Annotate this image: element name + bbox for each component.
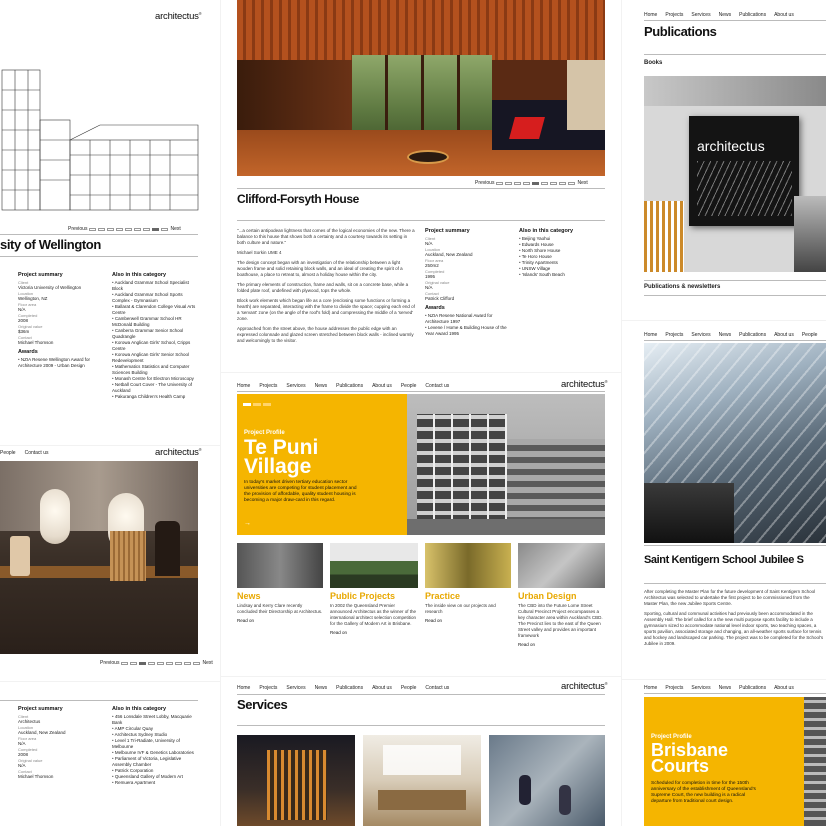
nav-services[interactable]: Services	[286, 383, 306, 389]
category-link[interactable]: • North Shore House	[519, 248, 605, 254]
hero-profile[interactable]: Project Profile Brisbane Courts Scheduled for completion in time for the 150th anniversary of the establishment of Queensland's Supreme Court, the new building is a radical departure from traditional court design.	[644, 697, 804, 826]
category-link[interactable]: • Architectus Sydney Studio	[112, 732, 200, 738]
card-row	[237, 543, 605, 647]
summary-heading: Project summary	[18, 272, 63, 278]
category-link[interactable]: • Beijing Yaohui	[519, 236, 605, 242]
category-link[interactable]: • Camberwell Grammar School HR McDonald Building	[112, 316, 198, 328]
panel-home	[221, 373, 621, 676]
category-link[interactable]: • Patrick Corporation	[112, 768, 200, 774]
hero-photo	[407, 394, 605, 535]
main-nav	[0, 450, 48, 456]
books-photo[interactable]	[644, 76, 826, 272]
panel-project-summary: Project summary Client Architectus Location Auckland, New Zealand Floor area N/A Completed 2008 Original value N/A Contact Michael Thomson Also in this category • 456 Lonsdale Street Lobby, Macquarie Bank • AMP Circular Quay • Architectus Sydney Studio • Level 1 Tri-Radiate, University of Melbourne • Melbourne IVF & Genetics Laboratories • Parliament of Victoria, Legislative Assembly Chamber • Patrick Corporation • Queensland Gallery of Modern Art • Remuera Apartment	[0, 682, 220, 826]
urban-design-photo	[518, 543, 605, 588]
image-pager[interactable]	[68, 226, 181, 232]
category-heading: Also in this category	[112, 272, 167, 278]
category-list	[112, 714, 200, 786]
page-title: Clifford-Forsyth House	[237, 192, 359, 206]
panel-brisbane	[622, 680, 826, 826]
category-link[interactable]: • Auckland Grammar School Specialist Block	[112, 280, 198, 292]
brand-logo[interactable]: architectus®	[561, 379, 608, 391]
category-link[interactable]: • Level 1 Tri-Radiate, University of Melbourne	[112, 738, 200, 750]
awards-list: • NZIA Resene Wellington Award for Architecture 2009 - Urban Design	[18, 357, 104, 369]
main-nav: Home Projects Services News Publications About us People Contact us	[237, 685, 450, 691]
read-on-link[interactable]: Read on	[330, 630, 348, 635]
hero-title-2: Village	[244, 454, 312, 478]
page-title: sity of Wellington	[0, 237, 101, 252]
page-title: Services	[237, 697, 288, 712]
urban-design-card[interactable]: Urban Design The CBD into the Future Lome Street Cultural Precinct Project encompasses a key character area within Auckland's CBD. The Precinct lies to the east of the Queen Street valley and provides an important framework Read on	[518, 543, 605, 647]
category-link[interactable]: • Remuera Apartment	[112, 780, 200, 786]
panel-clifford: Previous Next Clifford-Forsyth House "...a certain antipodean lightness that comes of the logical economies of the new. There a balance to this house that shows both a certainty and a courtesy towards its setting in both culture and nature." Michael Sorkin UME 4 The design concept began with an investigation of the relationship between a light wooden frame and solid retaining block walls, and an ideal of creating the spirit of a boathouse, a place to retreat to, almost a holiday house within the city. The primary elements of construction, frame and walls, sit on a concrete base, while a folded plate roof, undefined with plywood, tops the whole. Block work elements which began life as a core (enclosing some functions or forming a hearth) are separated, interacting with the frame to divide the space; cupping each end of a 'servant' zone (on the angle of the roof's fold) and compressing the middle of a 'served' zone. Approached from the street above, the house addresses the public edge with an expressed colonnade and glazed screen stretched between block walls - inclined warmly and welcomingly to the visitor. Project summary Client N/A Location Auckland, New Zealand Floor area 250m2 Completed 1995 Original value N/A Contact Patrick Clifford Awards • NZIA Resene National Award for Architecture 1997 • Levene / Home & Building House of the Year Award 1995 Also in this category • Beijing Yaohui • Edwards House • North Shore House • Te Horo House • Trinity Apartments • UNSW Village • 'Islands' South Beach	[221, 0, 621, 372]
books-heading: Books	[644, 60, 663, 66]
category-link[interactable]: • Auckland Grammar School Sports Complex - Gymnasium	[112, 292, 198, 304]
image-pager[interactable]: Previous Next	[100, 660, 213, 666]
practice-card[interactable]: Practice The inside view on our projects and research Read on	[425, 543, 511, 647]
pager-next[interactable]: Next	[170, 226, 181, 232]
nav-publications[interactable]: Publications	[336, 383, 364, 389]
panel-office	[0, 446, 220, 681]
category-link[interactable]: • UNSW Village	[519, 266, 605, 272]
arrow-icon[interactable]: →	[244, 520, 251, 527]
hero-profile[interactable]: Project Profile Te Puni Village In today's market driven tertiary education sector universities are competing for student placement and the provision of affordable, quality student housing is becoming a major draw-card in this regard. →	[237, 394, 407, 535]
read-on-link[interactable]: Read on	[237, 618, 255, 623]
nav-contact[interactable]: Contact us	[425, 383, 450, 389]
category-list	[519, 236, 605, 278]
book-cover-title: architectus	[697, 138, 765, 154]
category-link[interactable]: • Edwards House	[519, 242, 605, 248]
office-photo	[0, 461, 198, 654]
panel-wellington: architectus® Previous Next sity of Wellington Project summary Client Victoria University of Wellington Location Wellington, NZ Floor area N/A Completed 2008 Original value $36m Contact Michael Thomson Awards • NZIA Resene Wellington Award for Architecture 2009 - Urban Design Also in this category • Auckland Grammar School Specialist Block • Auckland Grammar School Sports Complex - Gymnasium • Ballarat & Clarendon College Visual Arts Centre • Camberwell Grammar School HR McDonald Building • Canberra Grammar Senior School Quadrangle • Korowa Anglican Girls' School, Cripps Centre • Korowa Anglican Girls' Senior School Redevelopment • Mathematics Statistics and Computer Sciences Building • Monash Centre for Electron Microscopy • Netball Court Cover - The University of Auckland • Pakuranga Children's Health Camp	[0, 0, 220, 445]
category-link[interactable]: • 'Islands' South Beach	[519, 272, 605, 278]
elevation-drawing	[0, 60, 200, 220]
category-link[interactable]: • Te Horo House	[519, 254, 605, 260]
service-photo-2[interactable]	[363, 735, 481, 826]
category-link[interactable]: • Melbourne IVF & Genetics Laboratories	[112, 750, 200, 756]
category-link[interactable]: • Trinity Apartments	[519, 260, 605, 266]
category-link[interactable]: • Korowa Anglican Girls' School, Cripps Centre	[112, 340, 198, 352]
read-on-link[interactable]: Read on	[425, 618, 443, 623]
practice-photo	[425, 543, 511, 588]
pager-prev[interactable]: Previous	[68, 226, 88, 232]
category-link[interactable]: • Queensland Gallery of Modern Art	[112, 774, 200, 780]
nav-contact[interactable]: Contact us	[24, 450, 49, 456]
category-link[interactable]: • Canberra Grammar Senior School Quadrangle	[112, 328, 198, 340]
panel-publications	[622, 0, 826, 320]
page-title: Publications	[644, 24, 717, 39]
category-list	[112, 280, 198, 400]
awards-list: • NZIA Resene National Award for Architecture 1997 • Levene / Home & Building House of the Year Award 1995	[425, 313, 513, 337]
newsletters-heading: Publications & newsletters	[644, 284, 721, 290]
news-card[interactable]: News Lindsay and Kerry Clare recently concluded their Directorship at Architectus. Read on	[237, 543, 323, 647]
read-on-link[interactable]: Read on	[518, 642, 536, 647]
nav-about[interactable]: About us	[372, 383, 392, 389]
brand-logo[interactable]: architectus®	[155, 447, 202, 459]
category-link[interactable]: • Ballarat & Clarendon College Visual Arts Centre	[112, 304, 198, 316]
quote-author: Michael Sorkin UME 4	[237, 250, 282, 255]
service-photo-1[interactable]	[237, 735, 355, 826]
category-link[interactable]: • 456 Lonsdale Street Lobby, Macquarie Bank	[112, 714, 200, 726]
hero-title-1: Te Puni	[244, 436, 319, 459]
brand-logo[interactable]: architectus®	[155, 11, 202, 23]
nav-news[interactable]: News	[314, 383, 328, 389]
service-photo-3[interactable]	[489, 735, 605, 826]
category-link[interactable]: • Netball Court Cover - The University of Auckland	[112, 382, 198, 394]
category-link[interactable]: • Parliament of Victoria, Legislative Assembly Chamber	[112, 756, 200, 768]
main-nav: Home Projects Services News Publications About us	[644, 12, 794, 18]
main-nav	[237, 383, 449, 389]
main-nav: Home Projects Services News Publications About us People	[644, 332, 818, 338]
main-nav: Home Projects Services News Publications About us	[644, 685, 794, 691]
brand-logo[interactable]: architectus®	[561, 681, 608, 693]
category-link[interactable]: • Monash Centre for Electron Microscopy	[112, 376, 198, 382]
panel-services	[221, 677, 621, 826]
news-photo	[237, 543, 323, 588]
panel-kentigern: Home Projects Services News Publications About us People Saint Kentigern School Jubilee S After completing the Master Plan for the future development of Saint Kentigern School Architectus was selected to undertake the first project to be commissioned from the Master Plan, the new Jubilee Sports Centre. Sporting, cultural and communal activities had previously been accommodated in the Assembly Hall. The brief called for a the new multi purpose sports facility to include a gymnasium sized to accommodate national level indoor sports, two teaching spaces, a sports pavilion, associated storage and changing, an all-weather sports surface for tennis and hockey and landscaped car parking. The project was to be completed for the School's Jubilee in 2009.	[622, 321, 826, 679]
public-projects-card[interactable]: Public Projects In 2002 the Queensland Premier announced Architectus as the winner of the international architect selection competition for the Gallery of Modern Art in Brisbane. Read on	[330, 543, 418, 647]
kentigern-photo	[644, 343, 826, 543]
page-title: Saint Kentigern School Jubilee S	[644, 554, 804, 566]
nav-people[interactable]: People	[400, 383, 417, 389]
nav-people[interactable]: People	[0, 450, 16, 456]
brisbane-photo	[804, 697, 826, 826]
category-link[interactable]: • Korowa Anglican Girls' Senior School Redevelopment	[112, 352, 198, 364]
awards-heading: Awards	[18, 349, 38, 355]
interior-photo	[237, 0, 605, 176]
category-link[interactable]: • Mathematics Statistics and Computer Sciences Building	[112, 364, 198, 376]
image-pager[interactable]: Previous Next	[475, 180, 588, 186]
quote: "...a certain antipodean lightness that comes of the logical economies of the new. There a balance to this house that shows both a certainty and a courtesy towards its setting in both culture and nature."	[237, 228, 415, 245]
public-projects-photo	[330, 543, 418, 588]
nav-projects[interactable]: Projects	[259, 383, 278, 389]
category-link[interactable]: • Pakuranga Children's Health Camp	[112, 394, 198, 400]
category-link[interactable]: • AMP Circular Quay	[112, 726, 200, 732]
nav-home[interactable]: Home	[237, 383, 251, 389]
